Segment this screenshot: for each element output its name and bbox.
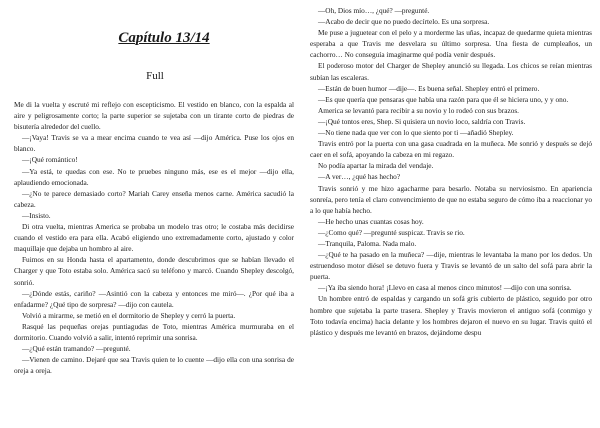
paragraph: —No tiene nada que ver con lo que siento por ti —añadió Shepley. — [318, 128, 514, 138]
paragraph: —Vienen de camino. Dejaré que sea Travis quien te lo cuente —dijo ella con una sonrisa de oreja a oreja. — [14, 355, 294, 376]
paragraph: Travis sonrió y me hizo agacharme para besarlo. Notaba su nerviosismo. En apariencia sonreía, pero tenía el claro convencimiento de que no estaba seguro de cómo iba a reaccionar yo a lo que había hecho. — [310, 183, 592, 215]
left-page-body — [14, 99, 294, 376]
paragraph: Travis entró por la puerta con una gasa cuadrada en la muñeca. Me sonrió y después se dejó caer en el sofá, apoyando la cabeza en mi regazo. — [310, 139, 592, 160]
paragraph: —Oh, Dios mío…, ¿qué? —pregunté. — [318, 6, 430, 15]
paragraph: Fuimos en su Honda hasta el apartamento, donde descubrimos que se habían llevado el Charger y que Toto estaba solo. América sacó su teléfono y marcó. Cuando Shepley descolgó, sonrió. — [14, 255, 294, 287]
paragraph: No podía apartar la mirada del vendaje. — [318, 161, 434, 171]
paragraph: America se levantó para recibir a su novio y lo rodeó con sus brazos. — [318, 105, 520, 115]
paragraph: —¡Qué tontos eres, Shep. Si quisiera un novio loco, saldría con Travis. — [318, 116, 526, 126]
paragraph: Rasqué las pequeñas orejas puntiagudas de Toto, mientras América murmuraba en el dormitorio. Cuando volvió a salir, intentó reprimir una sonrisa. — [14, 321, 294, 342]
paragraph: —¿Dónde estás, cariño? —Asintió con la cabeza y entonces me miró—. ¿Por qué iba a enfadarme? ¿Qué tipo de sorpresa? —dijo con cautela. — [14, 288, 294, 309]
paragraph: —¡Qué romántico! — [22, 155, 78, 165]
paragraph: —Es que quería que pensaras que había una razón para que él se hiciera uno, y y ono. — [318, 94, 569, 104]
paragraph: —Ya está, te quedas con ese. No te pruebes ninguno más, ese es el mejor —dijo ella, aplaudiendo emocionada. — [14, 166, 294, 187]
paragraph: —Están de buen humor —dije—. Es buena señal. Shepley entró el primero. — [318, 83, 540, 93]
paragraph: —Insisto. — [22, 210, 51, 220]
paragraph: —A ver…, ¿qué has hecho? — [318, 172, 401, 182]
paragraph: —¿Como qué? —pregunté suspicaz. Travis se rio. — [318, 227, 465, 237]
left-page — [14, 0, 296, 428]
paragraph: —¿Qué te ha pasado en la muñeca? —dije, mientras le levantaba la mano por los dedos. Un estruendoso motor diésel se detuvo fuera y Travis se levantó de un salto del sofá para abrir la puerta. — [310, 250, 592, 282]
paragraph: —He hecho unas cuantas cosas hoy. — [318, 216, 424, 226]
paragraph: Volvió a mirarme, se metió en el dormitorio de Shepley y cerró la puerta. — [22, 310, 236, 320]
paragraph: —Tranquila, Paloma. Nada malo. — [318, 238, 417, 248]
paragraph: —¿Qué están tramando? —pregunté. — [22, 344, 131, 354]
chapter-title: Capítulo 13/14 — [118, 30, 210, 46]
paragraph: —¡Ya iba siendo hora! ¡Llevo en casa al menos cinco minutos! —dijo con una sonrisa. — [318, 283, 572, 293]
section-title: Full — [146, 70, 164, 82]
paragraph: Me puse a juguetear con el pelo y a morderme las uñas, incapaz de quedarme quieta mientras esperaba a que Travis me desvelara su último sorpresa. Una fiesta de cumpleaños, un cachorro… No conseguía imaginarme qué podía venir después. — [310, 28, 592, 60]
right-page — [310, 0, 592, 428]
paragraph: —¿No te parece demasiado corto? Mariah Carey enseña menos carne. América sacudió la cabeza. — [14, 188, 294, 209]
paragraph: —¡Vaya! Travis se va a mear encima cuando te vea así —dijo América. Puse los ojos en blanco. — [14, 133, 294, 154]
paragraph: Di otra vuelta, mientras America se probaba un modelo tras otro; le costaba más decidirse cuando el vestido era para ella. Acabó eligiendo uno extremadamente corto, ajustado y color maquillaje que dejaba un hombro al aire. — [14, 222, 294, 254]
paragraph: Me di la vuelta y escruté mi reflejo con escepticismo. El vestido en blanco, con la espalda al aire y peligrosamente corto; la parte superior se sujetaba con un tirante corto de piedras de bisutería alrededor del cuello. — [14, 100, 294, 132]
paragraph: Un hombre entró de espaldas y cargando un sofá gris cubierto de plástico, seguido por otro hombre que sujetaba la parte trasera. Shepley y Travis movieron el antiguo sofá (conmigo y Toto todavía encima) hacia delante y los hombres dejaron el nuevo en su lugar. Travis quitó el plástico y después me levantó en brazos, dejándome despu — [310, 294, 592, 337]
right-page-body — [310, 5, 592, 338]
paragraph: El poderoso motor del Charger de Shepley anunció su llegada. Los chicos se reían mientras subían las escaleras. — [310, 61, 592, 82]
paragraph: —Acabo de decir que no puedo decírtelo. Es una sorpresa. — [318, 17, 490, 27]
